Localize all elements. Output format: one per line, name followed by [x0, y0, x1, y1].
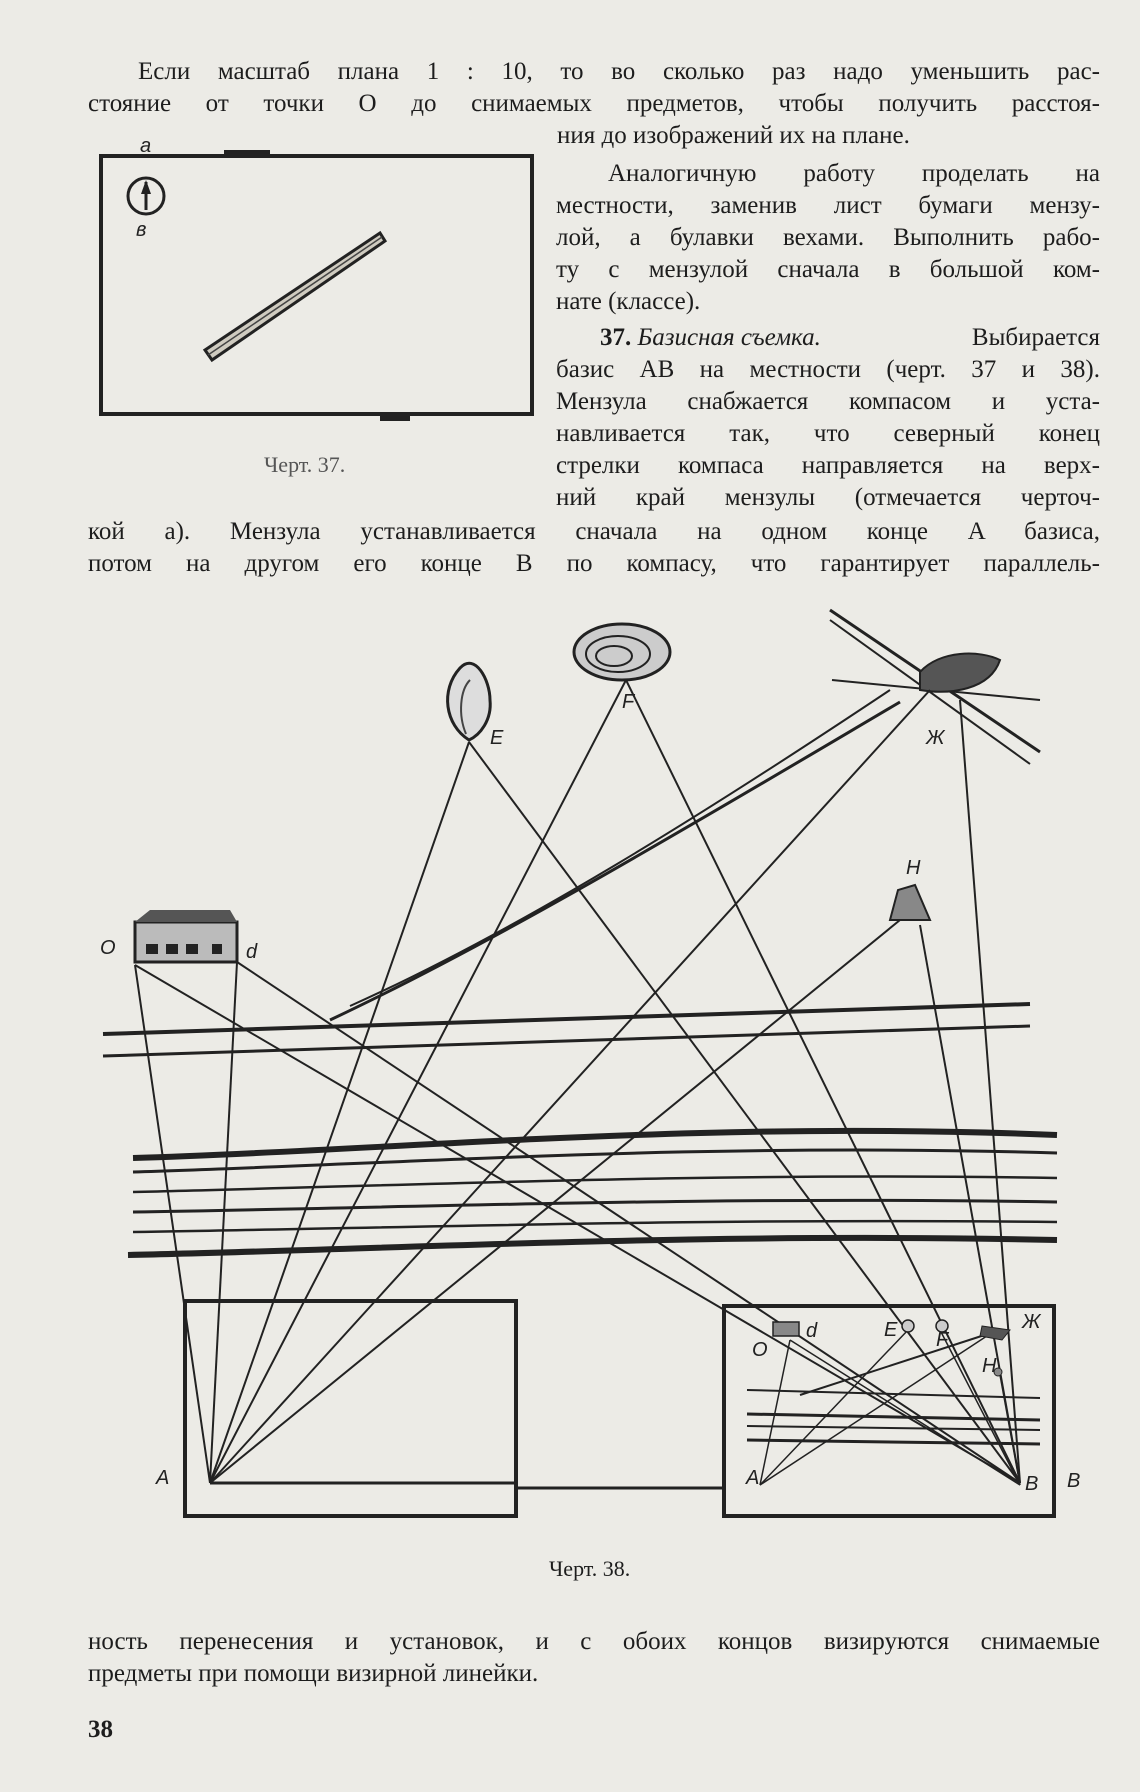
label-Zh: Ж	[926, 727, 945, 749]
figure-38-caption: Черт. 38.	[549, 1556, 631, 1581]
paragraph-end-line-1: ность перенесения и установок, и с обоих концов визируются снимаемые	[88, 1628, 1100, 1655]
paragraph-2-line-1: Аналогичную работу проделать на	[608, 160, 1100, 187]
paragraph-2-line-4: ту с мензулой сначала в большой ком-	[556, 256, 1100, 283]
section-37-line-2: базис AB на местности (черт. 37 и 38).	[556, 356, 1100, 383]
crossing-icon	[920, 654, 1000, 692]
figure-37-caption: Черт. 37.	[264, 452, 346, 477]
fig37-label-b: в	[136, 219, 147, 241]
paragraph-1-line-1: Если масштаб плана 1 : 10, то во сколько раз надо уменьшить рас-	[138, 58, 1100, 85]
label-A: A	[156, 1467, 170, 1489]
paragraph-2-line-3: лой, а булавки вехами. Выполнить рабо-	[556, 224, 1100, 251]
paragraph-1-line-3: ния до изображений их на плане.	[557, 122, 910, 149]
section-37-line-5: стрелки компаса направляется на верх-	[556, 452, 1100, 479]
sight-lines-from-B	[135, 680, 1020, 1483]
small-label-B: B	[1025, 1473, 1039, 1495]
small-label-H: H	[982, 1355, 997, 1377]
house-icon	[135, 910, 237, 962]
paragraph-2-line-2: местности, заменив лист бумаги мензу-	[556, 192, 1100, 219]
section-number: 37.	[600, 324, 632, 351]
paragraph-2-line-5: нате (классе).	[556, 288, 701, 315]
fig37-label-a: a	[140, 135, 152, 157]
label-E: E	[490, 727, 504, 749]
small-label-A: A	[746, 1467, 760, 1489]
label-d: d	[246, 941, 258, 963]
section-37-line-3: Мензула снабжается компасом и уста-	[556, 388, 1100, 415]
section-37-line-1-rest: Выбирается	[971, 324, 1100, 351]
label-F: F	[622, 691, 635, 713]
page-number: 38	[88, 1716, 113, 1743]
label-H: H	[906, 857, 921, 879]
section-37-line-4: навливается так, что северный конец	[556, 420, 1100, 447]
tree-icon	[448, 663, 491, 740]
paragraph-end-line-2: предметы при помощи визирной линейки.	[88, 1660, 539, 1687]
hill-icon	[574, 624, 670, 680]
small-label-F: F	[936, 1329, 949, 1351]
small-label-E: E	[884, 1319, 898, 1341]
label-O: O	[100, 937, 116, 959]
section-title: Базисная съемка.	[637, 324, 821, 351]
survey-point-icon	[890, 885, 930, 920]
river	[128, 1131, 1057, 1255]
section-37-line-6: ний край мензулы (отмечается черточ-	[556, 484, 1100, 511]
small-label-Zh: Ж	[1022, 1311, 1041, 1333]
small-label-d: d	[806, 1320, 818, 1342]
section-37-line-8: потом на другом его конце B по компасу, что гарантирует параллель-	[88, 550, 1100, 577]
section-37-line-7: кой a). Мензула устанавливается сначала на одном конце A базиса,	[88, 518, 1100, 545]
road	[103, 610, 1040, 1056]
sight-lines-from-A	[135, 680, 930, 1483]
small-label-O: O	[752, 1339, 768, 1361]
label-B: B	[1067, 1470, 1081, 1492]
paragraph-1-line-2: стояние от точки О до снимаемых предметов, чтобы получить расстоя-	[88, 90, 1100, 117]
